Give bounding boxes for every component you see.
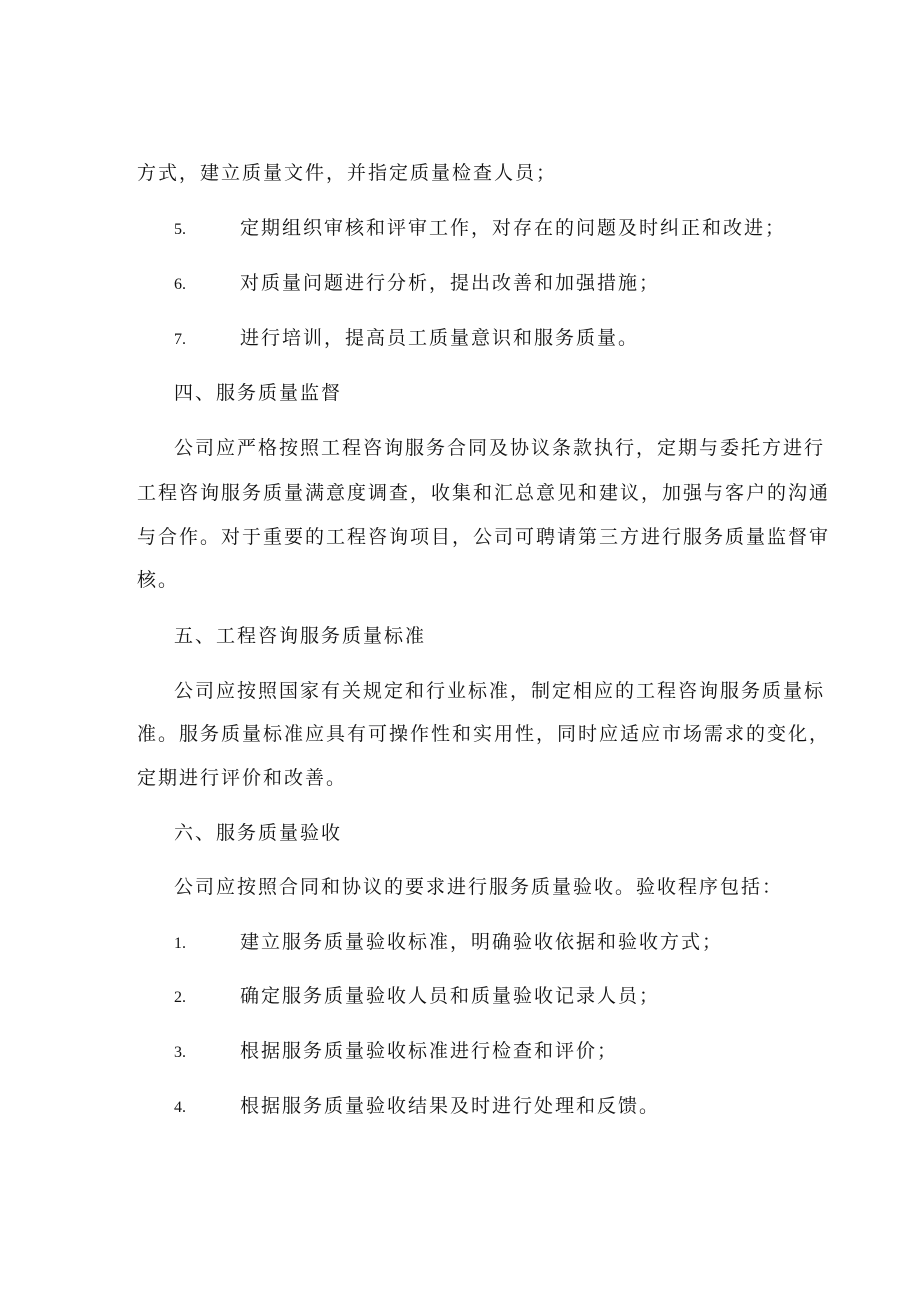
list-number: 3. [174,1044,186,1061]
paragraph-line: 准。服务质量标准应具有可操作性和实用性，同时应适应市场需求的变化， [137,723,831,745]
list-number: 1. [174,935,186,952]
list-number: 2. [174,989,186,1006]
section-heading: 五、工程咨询服务质量标准 [174,625,427,647]
paragraph-line: 公司应严格按照工程咨询服务合同及协议条款执行，定期与委托方进行 [174,437,826,459]
list-number: 6. [174,276,186,293]
list-text: 建立服务质量验收标准，明确验收依据和验收方式； [240,931,724,953]
section-heading: 四、服务质量监督 [174,382,343,404]
paragraph-line: 与合作。对于重要的工程咨询项目，公司可聘请第三方进行服务质量监督审 [137,526,831,548]
paragraph-line: 公司应按照合同和协议的要求进行服务质量验收。验收程序包括： [174,876,784,898]
list-text: 根据服务质量验收标准进行检查和评价； [240,1040,619,1062]
paragraph-line: 公司应按照国家有关规定和行业标准，制定相应的工程咨询服务质量标 [174,680,826,702]
list-text: 进行培训，提高员工质量意识和服务质量。 [240,327,640,349]
list-number: 4. [174,1099,186,1116]
list-number: 5. [174,221,186,238]
paragraph-line: 定期进行评价和改善。 [137,767,348,789]
paragraph-line: 工程咨询服务质量满意度调查，收集和汇总意见和建议，加强与客户的沟通 [137,482,831,504]
paragraph-line: 核。 [137,569,180,591]
continuation-line: 方式，建立质量文件，并指定质量检查人员； [137,162,558,184]
list-text: 定期组织审核和评审工作，对存在的问题及时纠正和改进； [240,217,787,239]
list-text: 根据服务质量验收结果及时进行处理和反馈。 [240,1095,661,1117]
list-text: 对质量问题进行分析，提出改善和加强措施； [240,272,661,294]
list-number: 7. [174,331,186,348]
list-text: 确定服务质量验收人员和质量验收记录人员； [240,985,661,1007]
section-heading: 六、服务质量验收 [174,822,343,844]
